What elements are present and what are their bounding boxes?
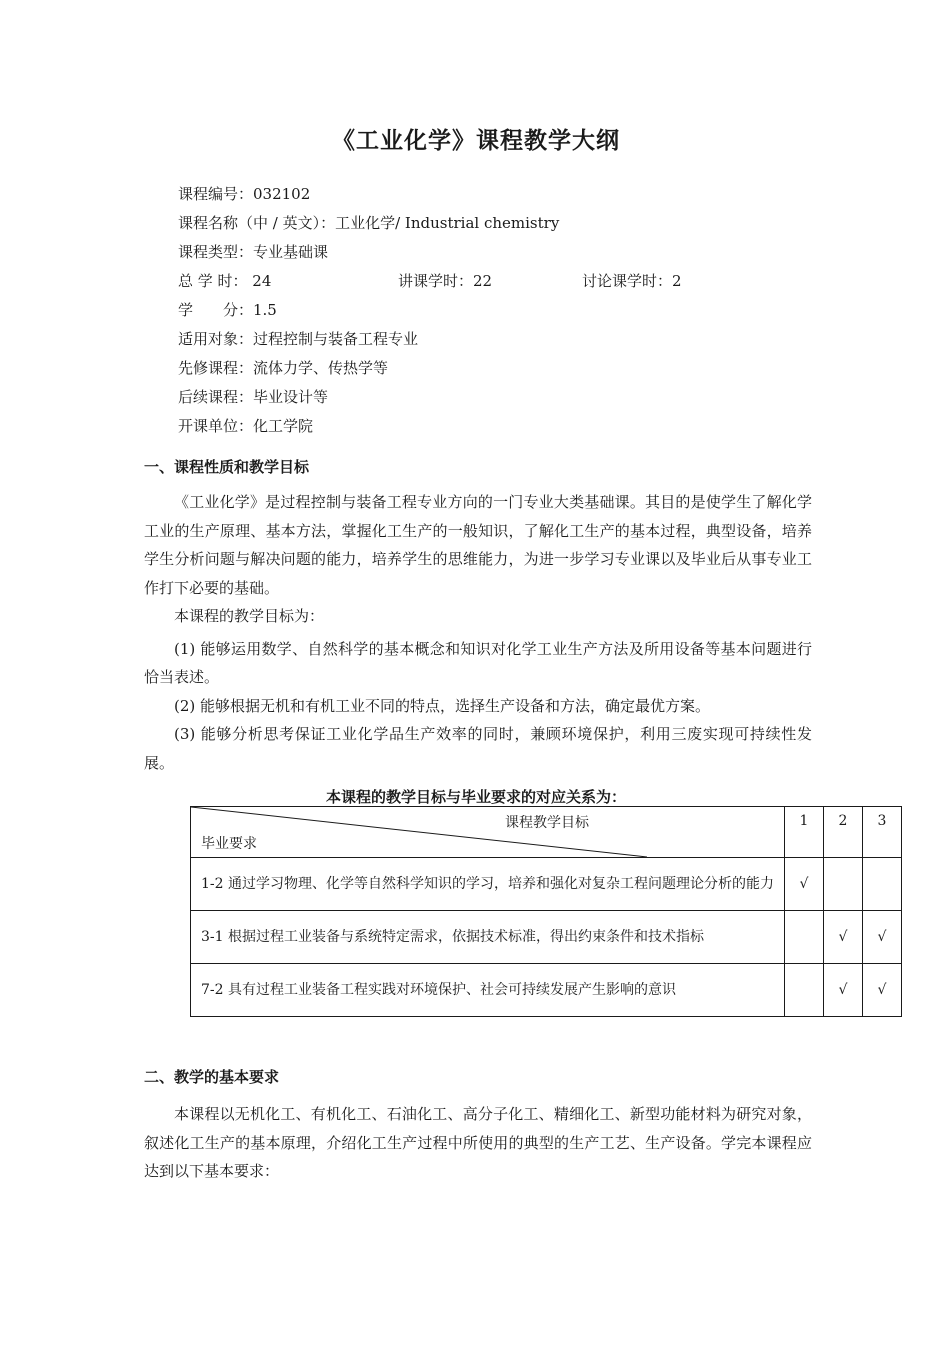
check-cell: [785, 911, 824, 964]
check-cell: [785, 964, 824, 1017]
course-type: 课程类型：专业基础课: [178, 243, 329, 261]
table-header-row: [191, 807, 902, 858]
col-header-2: 2: [824, 807, 863, 858]
section2-body: [144, 1100, 812, 1186]
course-name: 课程名称（中 / 英文）：工业化学/ Industrial chemistry: [178, 214, 560, 232]
table-caption: 本课程的教学目标与毕业要求的对应关系为：: [325, 788, 626, 806]
table-row: [191, 964, 902, 1017]
section1-heading: 一、课程性质和教学目标: [144, 458, 310, 476]
course-info: [178, 180, 682, 441]
requirement-cell: 1-2 通过学习物理、化学等自然科学知识的学习，培养和强化对复杂工程问题理论分析的能力: [191, 858, 785, 911]
section2-heading: 二、教学的基本要求: [144, 1068, 280, 1086]
objectives-mapping-table: [190, 806, 902, 1017]
check-cell: √: [785, 858, 824, 911]
check-cell: √: [824, 911, 863, 964]
table-row: [191, 911, 902, 964]
check-cell: √: [863, 964, 902, 1017]
hours-discussion: 讨论课学时：2: [582, 272, 682, 290]
hours-lecture: 讲课学时：22: [398, 272, 493, 290]
requirement-cell: 7-2 具有过程工业装备工程实践对环境保护、社会可持续发展产生影响的意识: [191, 964, 785, 1017]
header-course-objectives: 课程教学目标: [505, 815, 589, 831]
check-cell: √: [824, 964, 863, 1017]
course-audience: 适用对象：过程控制与装备工程专业: [178, 330, 419, 348]
col-header-3: 3: [863, 807, 902, 858]
course-credits: 学 分：1.5: [178, 301, 277, 319]
course-prereq: 先修课程：流体力学、传热学等: [178, 359, 389, 377]
course-followup: 后续课程：毕业设计等: [178, 388, 329, 406]
header-graduation-requirements: 毕业要求: [201, 836, 257, 852]
goal-1: (1) 能够运用数学、自然科学的基本概念和知识对化学工业生产方法及所用设备等基本问题进行恰当表述。: [144, 639, 812, 686]
goal-3: (3) 能够分析思考保证工业化学品生产效率的同时，兼顾环境保护，利用三废实现可持续性发展。: [144, 725, 812, 772]
section1-body: [144, 488, 812, 777]
check-cell: [863, 858, 902, 911]
goals-lead: 本课程的教学目标为：: [174, 607, 325, 625]
requirement-cell: 3-1 根据过程工业装备与系统特定需求，依据技术标准，得出约束条件和技术指标: [191, 911, 785, 964]
check-cell: [824, 858, 863, 911]
course-hours-row: [178, 267, 682, 296]
hours-total: 总 学 时： 24: [178, 272, 272, 290]
col-header-1: 1: [785, 807, 824, 858]
goal-2: (2) 能够根据无机和有机工业不同的特点，选择生产设备和方法，确定最优方案。: [174, 696, 711, 715]
check-cell: √: [863, 911, 902, 964]
course-code: 课程编号：032102: [178, 185, 311, 203]
section2-paragraph: 本课程以无机化工、有机化工、石油化工、高分子化工、精细化工、新型功能材料为研究对象，叙述化工生产的基本原理，介绍化工生产过程中所使用的典型的生产工艺、生产设备。学完本课程应达到以下基本要求：: [144, 1105, 812, 1180]
table-row: [191, 858, 902, 911]
course-unit: 开课单位：化工学院: [178, 417, 314, 435]
document-title: 《工业化学》课程教学大纲: [332, 128, 620, 154]
section1-intro: 《工业化学》是过程控制与装备工程专业方向的一门专业大类基础课。其目的是使学生了解化学工业的生产原理、基本方法，掌握化工生产的一般知识，了解化工生产的基本过程，典型设备，培养学生分析问题与解决问题的能力，培养学生的思维能力，为进一步学习专业课以及毕业后从事专业工作打下必要的基础。: [144, 493, 812, 597]
diagonal-header-cell: [191, 807, 785, 858]
